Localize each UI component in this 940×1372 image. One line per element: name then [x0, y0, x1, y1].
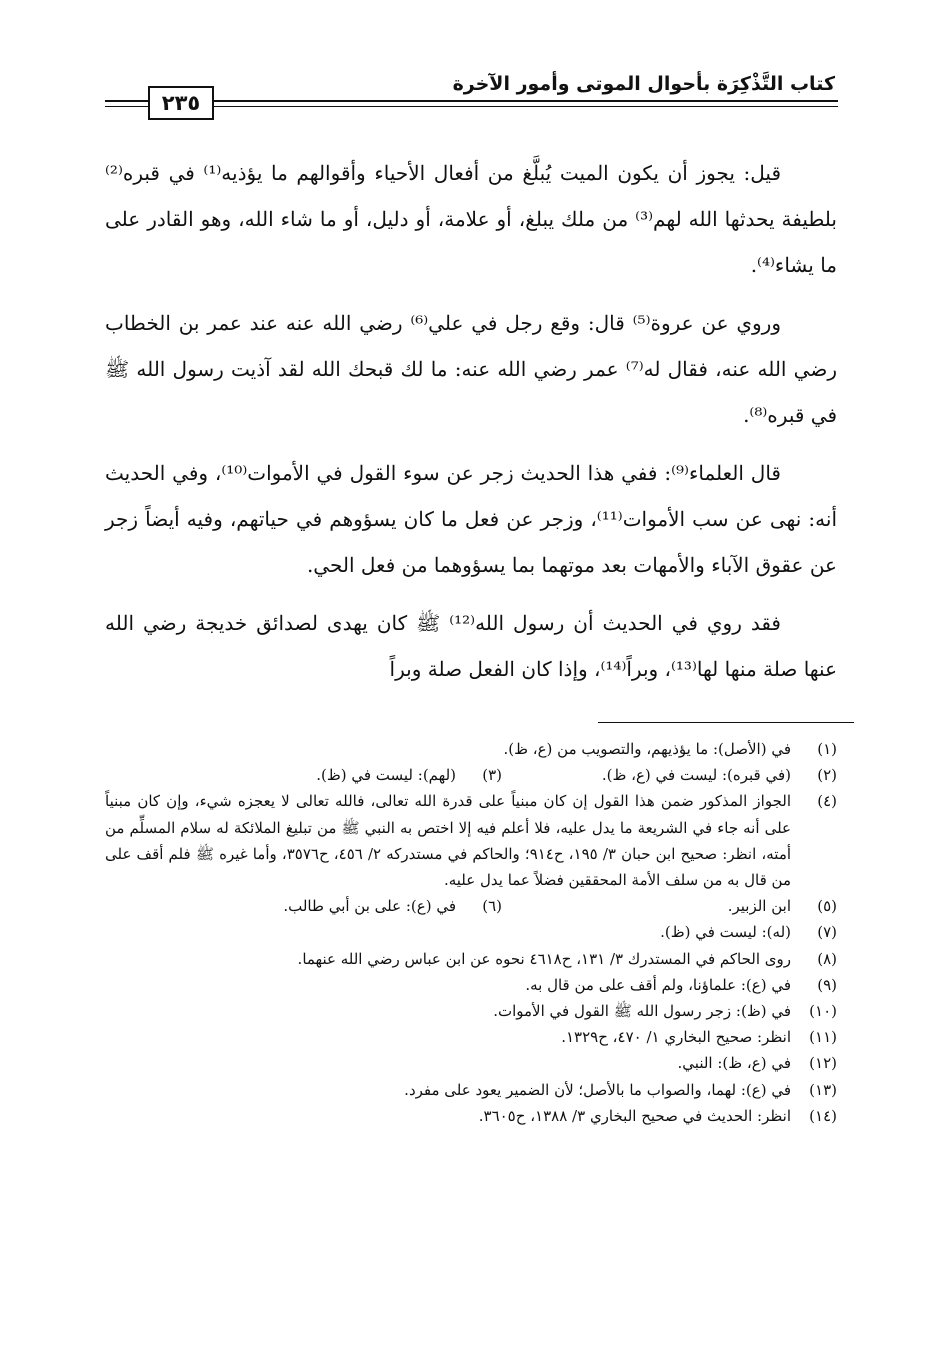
header-rule — [105, 100, 838, 102]
footnote-text: في (ع): لهما، والصواب ما بالأصل؛ لأن الضمير يعود على مفرد. — [404, 1080, 791, 1099]
footnote-number: (١١) — [809, 1028, 837, 1047]
footnote-4 — [105, 788, 837, 893]
footnote-number: (١) — [817, 740, 837, 758]
footnote-number: (١٤) — [809, 1106, 837, 1125]
footnote-text: ابن الزبير. — [727, 897, 791, 916]
footnote-separator — [598, 722, 854, 723]
footnote-3 — [212, 762, 502, 788]
footnote-10 — [105, 998, 837, 1024]
footnote-row-2-3 — [105, 762, 837, 788]
header-rule-thin — [105, 106, 838, 107]
footnote-number: (١٠) — [809, 1002, 837, 1021]
footnote-text: انظر: الحديث في صحيح البخاري ٣/ ١٣٨٨، ح٣٦٠٥. — [478, 1106, 791, 1125]
footnote-text: (في قبره): ليست في (ع، ظ). — [601, 766, 791, 785]
page-number: ٢٣٥ — [148, 86, 214, 120]
footnote-number: (١٣) — [809, 1080, 837, 1099]
footnote-number: (٥) — [817, 897, 837, 916]
footnote-13 — [105, 1077, 837, 1103]
footnote-2 — [502, 762, 837, 788]
footnote-text: الجواز المذكور ضمن هذا القول إن كان مبنياً على قدرة الله تعالى، فالله تعالى لا يعجزه شيء، وإن كان مبنياً على أنه جاء في الشريعة ما يدل عليه، فلا أعلم فيه إلا اختص به النبي ﷺ من تبليغ الملائكة له سلام المسلِّم من أمته، انظر: صحيح ابن حبان ٣/ ١٩٥، ح٩١٤؛ والحاكم في مستدركه ٢/ ٤٥٦، ح٣٥٧٦، وأما غيره ﷺ فلم أقف على من قال به من سلف الأمة المحققين فضلاً عما يدل عليه. — [105, 792, 792, 890]
footnote-9 — [105, 972, 837, 998]
footnote-text: في (ع، ظ): النبي. — [677, 1054, 791, 1073]
footnote-number: (١٢) — [809, 1054, 837, 1073]
footnote-text: روى الحاكم في المستدرك ٣/ ١٣١، ح٤٦١٨ نحوه عن ابن عباس رضي الله عنهما. — [297, 949, 791, 968]
footnotes — [105, 736, 837, 1129]
paragraph-1: قيل: يجوز أن يكون الميت يُبلَّغ من أفعال الأحياء وأقوالهم ما يؤذيه⁽¹⁾ في قبره⁽²⁾ بلطيفة يحدثها الله لهم⁽³⁾ من ملك يبلغ، أو علامة، أو دليل، أو ما شاء الله، وهو القادر على ما يشاء⁽⁴⁾. — [105, 161, 837, 277]
footnote-6 — [212, 893, 502, 919]
footnote-text: في (ظ): زجر رسول الله ﷺ القول في الأموات. — [493, 1002, 791, 1021]
paragraph-2: وروي عن عروة⁽⁵⁾ قال: وقع رجل في علي⁽⁶⁾ رضي الله عنه عند عمر بن الخطاب رضي الله عنه، فقال له⁽⁷⁾ عمر رضي الله عنه: ما لك قبحك الله لقد آذيت رسول الله ﷺ في قبره⁽⁸⁾. — [105, 311, 837, 427]
footnote-number: (٦) — [482, 897, 502, 916]
footnote-number: (٧) — [817, 923, 837, 942]
footnote-text: (لهم): ليست في (ظ). — [316, 766, 456, 785]
footnote-5 — [502, 893, 837, 919]
paragraph-3: قال العلماء⁽⁹⁾: ففي هذا الحديث زجر عن سوء القول في الأموات⁽¹⁰⁾، وفي الحديث أنه: نهى عن سب الأموات⁽¹¹⁾، وزجر عن فعل ما كان يسؤوهم في حياتهم، وفيه أيضاً زجر عن عقوق الآباء والأمهات بعد موتهما بما يسؤوهما من فعل الحي. — [105, 461, 838, 577]
footnote-row-5-6 — [105, 893, 837, 919]
footnote-number: (٤) — [817, 792, 837, 811]
footnote-number: (٣) — [482, 766, 502, 785]
paragraph-4: فقد روي في الحديث أن رسول الله⁽¹²⁾ ﷺ كان يهدى لصدائق خديجة رضي الله عنها صلة منها لها⁽¹³⁾، وبراً⁽¹⁴⁾، وإذا كان الفعل صلة وبراً — [105, 611, 837, 681]
main-text — [105, 150, 837, 704]
footnote-number: (٨) — [817, 949, 837, 968]
footnote-text: في (ع): على بن أبي طالب. — [283, 897, 456, 916]
footnote-text: في (الأصل): ما يؤذيهم، والتصويب من (ع، ظ). — [503, 740, 791, 758]
footnote-8 — [105, 946, 837, 972]
footnote-12 — [105, 1050, 837, 1076]
footnote-1 — [105, 736, 837, 762]
footnote-text: انظر: صحيح البخاري ١/ ٤٧٠، ح١٣٢٩. — [561, 1028, 791, 1047]
footnote-number: (٢) — [817, 766, 837, 785]
footnote-number: (٩) — [817, 975, 837, 994]
footnote-text: (له): ليست في (ظ). — [660, 923, 791, 942]
footnote-14 — [105, 1103, 837, 1129]
running-title: كتاب التَّذْكِرَة بأحوال الموتى وأمور الآخرة — [452, 73, 835, 95]
footnote-7 — [105, 919, 837, 945]
footnote-11 — [105, 1024, 837, 1050]
footnote-text: في (ع): علماؤنا، ولم أقف على من قال به. — [525, 975, 791, 994]
